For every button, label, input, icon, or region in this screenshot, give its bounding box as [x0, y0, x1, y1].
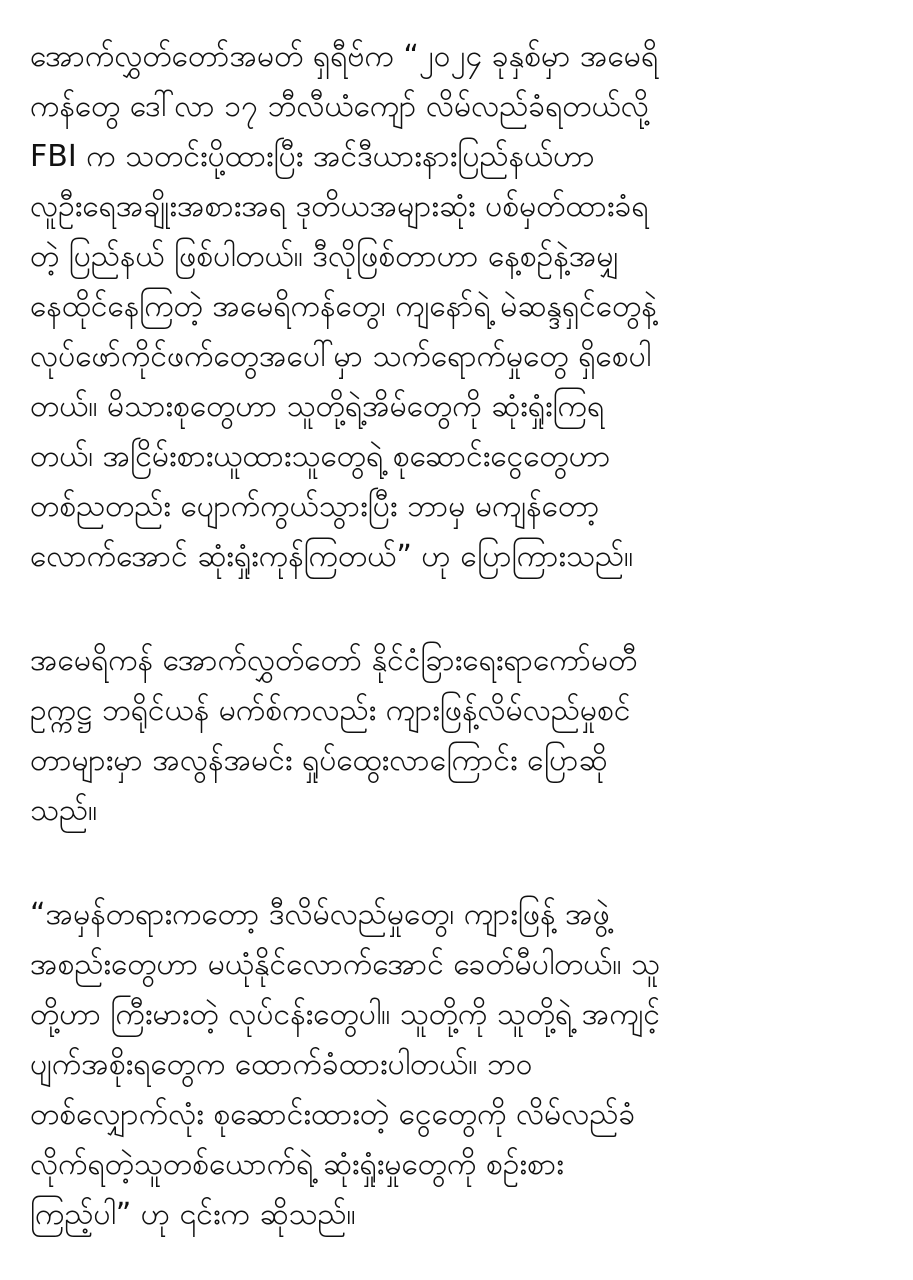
text-line: နေထိုင်နေကြတဲ့ အမေရိကန်တွေ၊ ကျနော်ရဲ့ မဲဆန္ဒရှင်တွေနဲ့	[30, 289, 657, 324]
paragraph-quote-mast	[30, 890, 883, 1240]
text-line: တစ်လျှောက်လုံး စုဆောင်းထားတဲ့ ငွေတွေကို လိမ်လည်ခံ	[30, 1097, 636, 1132]
text-line: လိုက်ရတဲ့သူတစ်ယောက်ရဲ့ ဆုံးရှုံးမှုတွေကို စဉ်းစား	[30, 1147, 564, 1182]
text-line: တဲ့ ပြည်နယ် ဖြစ်ပါတယ်။ ဒီလိုဖြစ်တာဟာ နေ့စဉ်နဲ့အမျှ	[30, 239, 620, 274]
text-line: FBI က သတင်းပို့ထားပြီး အင်ဒီယားနားပြည်နယ်ဟာ	[30, 139, 595, 174]
text-line: တာများမှာ အလွန်အမင်း ရှုပ်ထွေးလာကြောင်း ပြောဆို	[30, 743, 608, 778]
text-line: ကန်တွေ ဒေါ်လာ ၁၇ ဘီလီယံကျော် လိမ်လည်ခံရတယ်လို့	[30, 89, 649, 124]
text-line: တို့ဟာ ကြီးမားတဲ့ လုပ်ငန်းတွေပါ။ သူတို့ကို သူတို့ရဲ့ အကျင့်	[30, 997, 661, 1032]
text-line: တယ်။ မိသားစုတွေဟာ သူတို့ရဲ့အိမ်တွေကို ဆုံးရှုံးကြရ	[30, 389, 605, 424]
text-line: တစ်ညတည်း ပျောက်ကွယ်သွားပြီး ဘာမှ မကျန်တော့	[30, 489, 600, 524]
text-line: သည်။	[30, 793, 98, 828]
text-line: လောက်အောင် ဆုံးရှုံးကုန်ကြတယ်” ဟု ပြောကြားသည်။	[30, 539, 634, 574]
paragraph-quote-shriver	[30, 32, 883, 582]
text-line: လုပ်ဖော်ကိုင်ဖက်တွေအပေါ်မှာ သက်ရောက်မှုတွေ ရှိစေပါ	[30, 339, 651, 374]
text-line: တယ်၊ အငြိမ်းစားယူထားသူတွေရဲ့ စုဆောင်းငွေတွေဟာ	[30, 439, 611, 474]
text-line: ဥက္ကဋ္ဌ ဘရိုင်ယန် မက်စ်ကလည်း ကျားဖြန့်လိမ်လည်မှုစင်	[30, 693, 631, 728]
text-line: ပျက်အစိုးရတွေက ထောက်ခံထားပါတယ်။ ဘ၀	[30, 1047, 533, 1082]
text-line: ကြည့်ပါ” ဟု ၎င်းက ဆိုသည်။	[30, 1197, 356, 1232]
text-line: လူဦးရေအချိုးအစားအရ ဒုတိယအများဆုံး ပစ်မှတ်ထားခံရ	[30, 189, 649, 224]
paragraph-committee-chair	[30, 636, 883, 836]
text-line: အစည်းတွေဟာ မယုံနိုင်လောက်အောင် ခေတ်မီပါတယ်။ သူ	[30, 947, 661, 982]
text-line: အောက်လွှတ်တော်အမတ် ရှရီဗ်က “၂၀၂၄ ခုနှစ်မှာ အမေရိ	[30, 39, 659, 74]
text-line: အမေရိကန် အောက်လွှတ်တော် နိုင်ငံခြားရေးရာကော်မတီ	[30, 643, 638, 678]
paragraph-spacer	[30, 582, 883, 636]
paragraph-spacer	[30, 836, 883, 890]
text-line: “အမှန်တရားကတော့ ဒီလိမ်လည်မှုတွေ၊ ကျားဖြန့် အဖွဲ့	[30, 897, 610, 932]
